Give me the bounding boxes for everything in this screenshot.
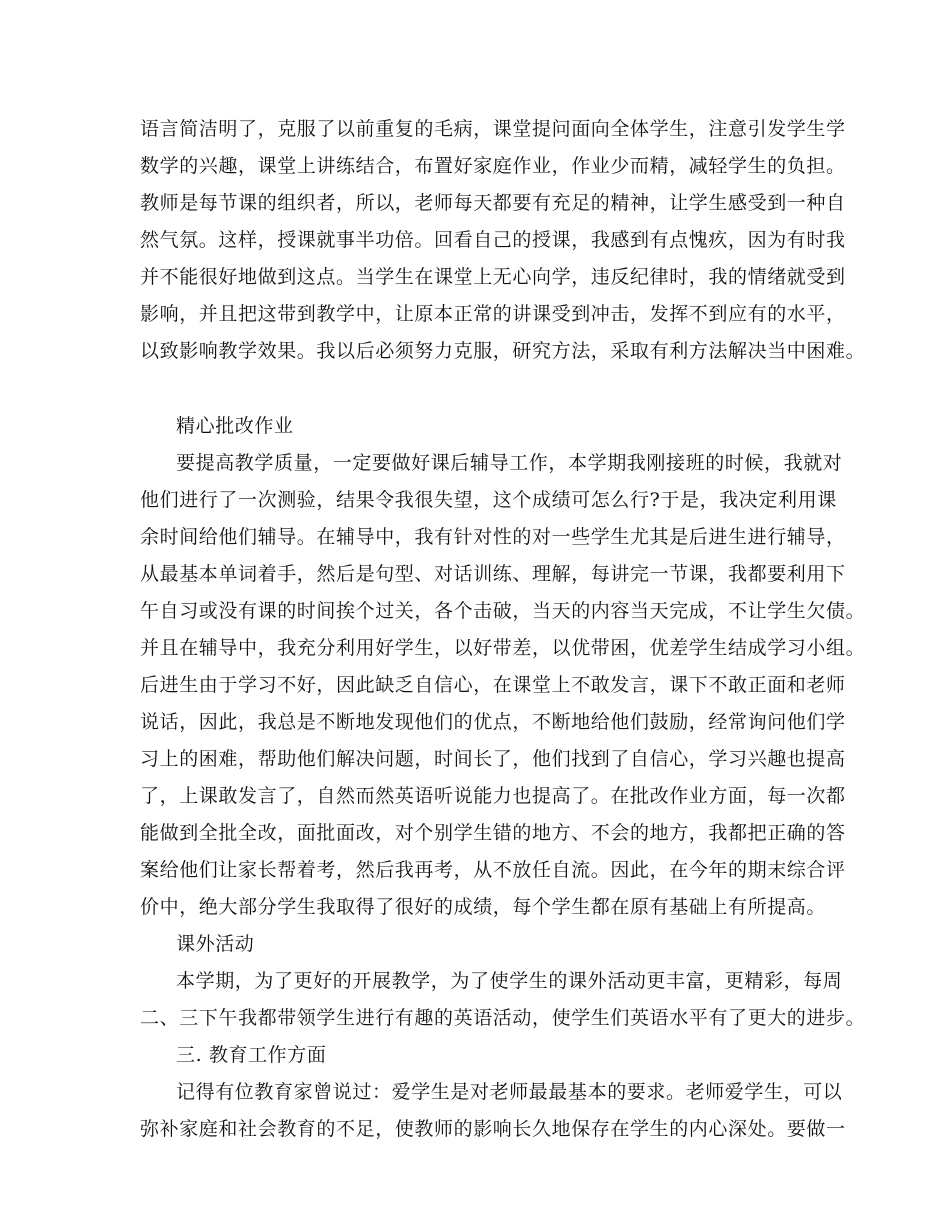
text-line: 习上的困难，帮助他们解决问题，时间长了，他们找到了自信心，学习兴趣也提高 xyxy=(140,748,846,770)
text-line: 数学的兴趣，课堂上讲练结合，布置好家庭作业，作业少而精，减轻学生的负担。 xyxy=(140,155,846,177)
text-line: 他们进行了一次测验，结果令我很失望，这个成绩可怎么行?于是，我决定利用课 xyxy=(140,489,837,511)
text-line: 弥补家庭和社会教育的不足，使教师的影响长久地保存在学生的内心深处。要做一 xyxy=(140,1118,846,1140)
text-line: 说话，因此，我总是不断地发现他们的优点，不断地给他们鼓励，经常询问他们学 xyxy=(140,711,846,733)
text-line: 二、三下午我都带领学生进行有趣的英语活动，使学生们英语水平有了更大的进步。 xyxy=(140,1007,866,1029)
text-line: 并且在辅导中，我充分利用好学生，以好带差，以优带困，优差学生结成学习小组。 xyxy=(140,637,866,659)
text-line: 后进生由于学习不好，因此缺乏自信心，在课堂上不敢发言，课下不敢正面和老师 xyxy=(140,674,846,696)
text-line: 了，上课敢发言了，自然而然英语听说能力也提高了。在批改作业方面，每一次都 xyxy=(140,785,846,807)
text-line: 案给他们让家长帮着考，然后我再考，从不放任自流。因此，在今年的期末综合评 xyxy=(140,859,846,881)
text-line: 要提高教学质量，一定要做好课后辅导工作，本学期我刚接班的时候，我就对 xyxy=(176,452,843,474)
text-line: 本学期，为了更好的开展教学，为了使学生的课外活动更丰富，更精彩，每周 xyxy=(176,970,843,992)
text-line: 能做到全批全改，面批面改，对个别学生错的地方、不会的地方，我都把正确的答 xyxy=(140,822,846,844)
text-line: 以致影响教学效果。我以后必须努力克服，研究方法，采取有利方法解决当中困难。 xyxy=(140,340,866,362)
text-line: 从最基本单词着手，然后是句型、对话训练、理解，每讲完一节课，我都要利用下 xyxy=(140,563,846,585)
text-line: 影响，并且把这带到教学中，让原本正常的讲课受到冲击，发挥不到应有的水平， xyxy=(140,303,846,325)
text-line: 记得有位教育家曾说过：爱学生是对老师最最基本的要求。老师爱学生，可以 xyxy=(176,1081,843,1103)
section-heading: 三. 教育工作方面 xyxy=(176,1044,327,1066)
text-line: 教师是每节课的组织者，所以，老师每天都要有充足的精神，让学生感受到一种自 xyxy=(140,192,846,214)
text-line: 并不能很好地做到这点。当学生在课堂上无心向学，违反纪律时，我的情绪就受到 xyxy=(140,266,846,288)
text-line: 价中，绝大部分学生我取得了很好的成绩，每个学生都在原有基础上有所提高。 xyxy=(140,896,827,918)
text-line: 然气氛。这样，授课就事半功倍。回看自己的授课，我感到有点愧疚，因为有时我 xyxy=(140,229,846,251)
section-heading: 课外活动 xyxy=(176,933,255,955)
text-line: 余时间给他们辅导。在辅导中，我有针对性的对一些学生尤其是后进生进行辅导， xyxy=(140,526,846,548)
text-line: 语言简洁明了，克服了以前重复的毛病，课堂提问面向全体学生，注意引发学生学 xyxy=(140,118,846,140)
text-line: 午自习或没有课的时间挨个过关，各个击破，当天的内容当天完成，不让学生欠债。 xyxy=(140,600,866,622)
section-heading: 精心批改作业 xyxy=(176,415,294,437)
